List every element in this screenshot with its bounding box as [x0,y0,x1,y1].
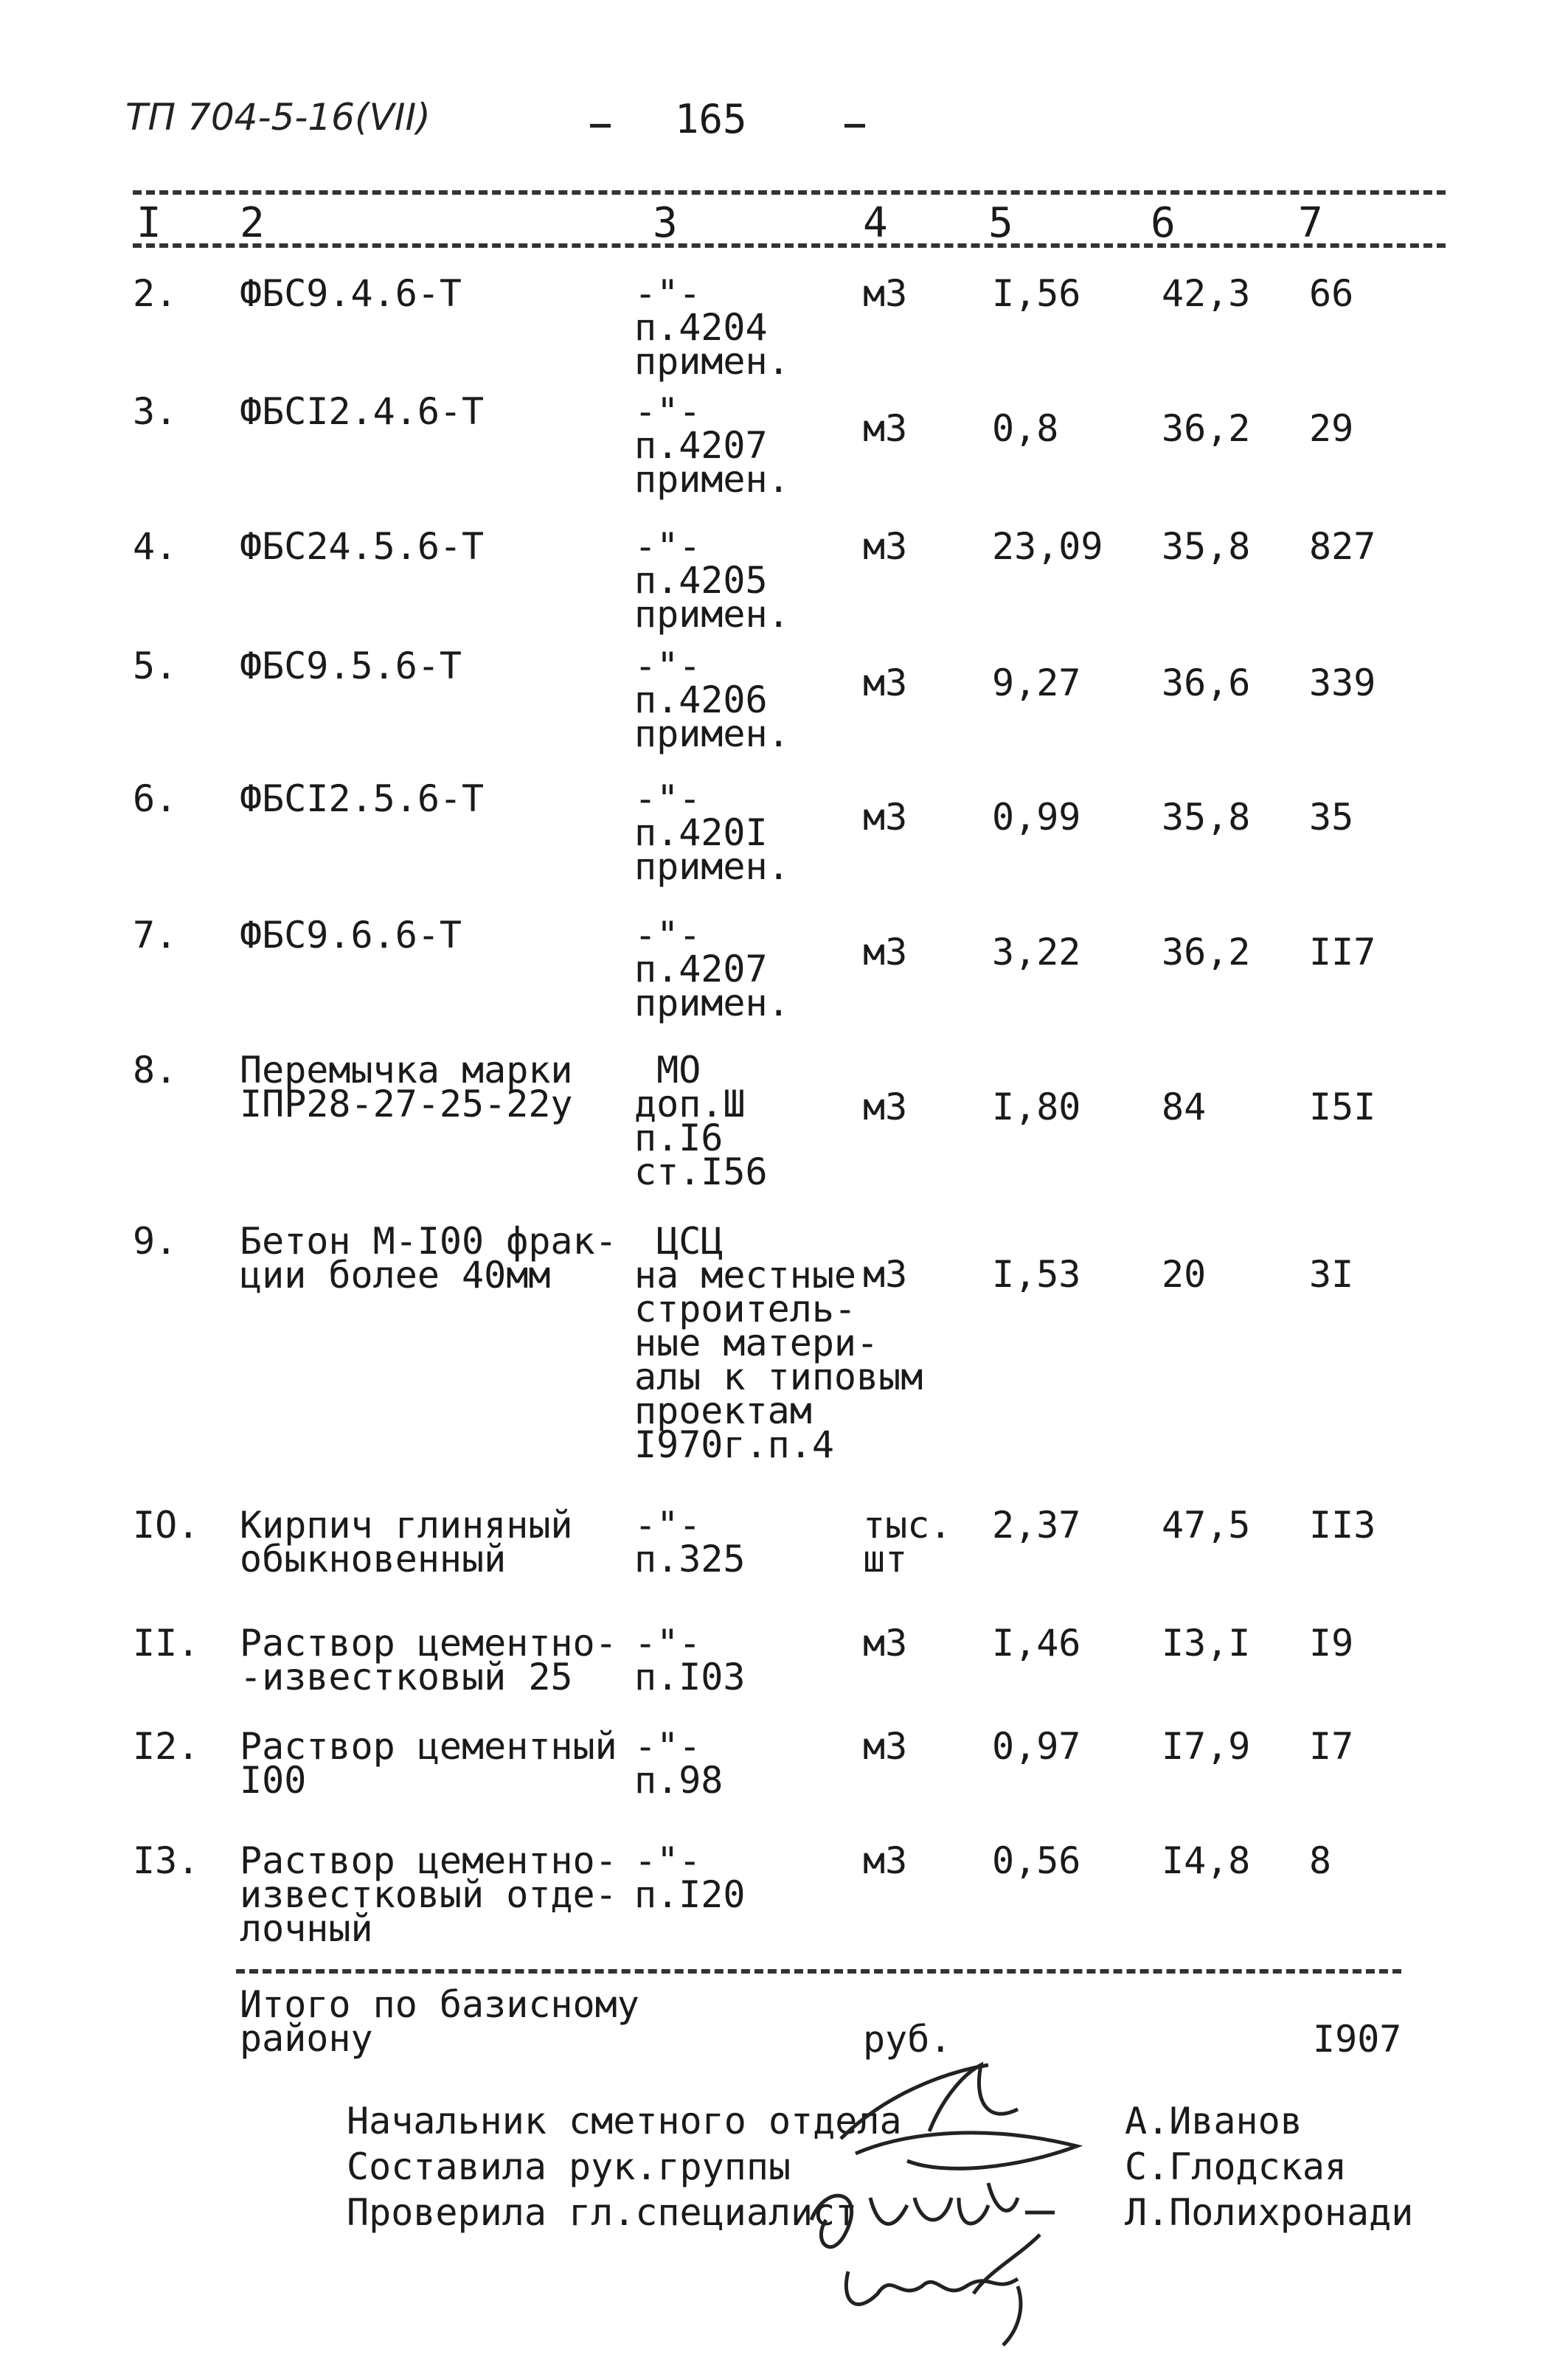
row-quantity: 0,97 [992,1725,1081,1768]
row-quantity: I,80 [992,1086,1081,1128]
row-sum: I9 [1309,1622,1354,1665]
row-price: 42,3 [1162,272,1251,315]
row-number: 8. [133,1049,178,1092]
row-sum: 29 [1309,407,1354,450]
row-price: 36,6 [1162,662,1251,704]
total-separator-rule [236,1969,1401,1974]
row-sum: 35 [1309,796,1354,839]
signature-roles: Начальник сметного отдела Составила рук.группы Проверила гл.специалист [347,2100,902,2234]
row-unit: м3 [863,1086,908,1128]
row-name: ФБС9.4.6-Т [240,272,462,315]
row-number: 7. [133,914,178,957]
row-price: 84 [1162,1086,1207,1128]
row-number: 5. [133,645,178,687]
row-name: Перемычка марки IПР28-27-25-22у [240,1049,573,1125]
row-reference: -"- п.I03 [634,1622,746,1698]
row-reference: -"- п.4207 примен. [634,390,790,501]
row-number: I2. [133,1725,200,1768]
row-price: 20 [1162,1253,1207,1296]
row-number: 4. [133,525,178,568]
row-reference: ЦСЦ на местные строитель- ные матери- алы к типовым проектам I970г.п.4 [634,1220,923,1466]
row-quantity: 0,56 [992,1839,1081,1882]
row-name: Раствор цементно- известковый отде- лочный [240,1839,617,1950]
row-sum: I5I [1309,1086,1376,1128]
header-bottom-rule [133,243,1446,248]
row-name: Кирпич глиняный обыкновенный [240,1504,573,1580]
row-unit: м3 [863,407,908,450]
row-unit: м3 [863,662,908,704]
handwritten-signatures [797,2050,1092,2360]
row-number: I3. [133,1839,200,1882]
row-quantity: 0,8 [992,407,1059,450]
row-reference: -"- п.420I примен. [634,777,790,888]
row-number: 9. [133,1220,178,1263]
row-sum: 827 [1309,525,1376,568]
row-name: ФБСI2.4.6-Т [240,390,485,433]
row-quantity: 9,27 [992,662,1081,704]
column-header-2: 2 [240,199,265,247]
row-number: 3. [133,390,178,433]
row-name: ФБС24.5.6-Т [240,525,485,568]
row-sum: 66 [1309,272,1354,315]
row-unit: м3 [863,272,908,315]
row-name: ФБС9.6.6-Т [240,914,462,957]
row-unit: м3 [863,525,908,568]
row-price: I4,8 [1162,1839,1251,1882]
column-header-3: 3 [653,199,678,247]
column-header-5: 5 [988,199,1013,247]
row-name: ФБСI2.5.6-Т [240,777,485,820]
row-quantity: I,53 [992,1253,1081,1296]
row-quantity: I,56 [992,272,1081,315]
column-header-1: I [136,199,162,247]
row-sum: 339 [1309,662,1376,704]
row-price: 36,2 [1162,407,1251,450]
row-reference: -"- п.325 [634,1504,746,1580]
column-header-6: 6 [1151,199,1176,247]
page-number-dash-left [590,124,611,128]
row-unit: м3 [863,1725,908,1768]
row-name: Бетон М-I00 фрак- ции более 40мм [240,1220,617,1297]
row-quantity: 2,37 [992,1504,1081,1547]
total-unit: руб. [863,2018,952,2061]
row-quantity: 23,09 [992,525,1103,568]
table-top-rule [133,190,1446,195]
row-name: ФБС9.5.6-Т [240,645,462,687]
row-reference: -"- п.4205 примен. [634,525,790,636]
row-sum: I7 [1309,1725,1354,1768]
row-reference: -"- п.4207 примен. [634,914,790,1024]
row-reference: -"- п.4206 примен. [634,645,790,755]
row-quantity: 3,22 [992,931,1081,974]
document-code: ТП 704-5-16(VII) [125,96,431,139]
total-sum: I907 [1313,2018,1402,2061]
row-sum: 3I [1309,1253,1354,1296]
row-reference: МО доп.Ш п.I6 ст.I56 [634,1049,768,1193]
row-unit: м3 [863,1622,908,1665]
row-reference: -"- п.I20 [634,1839,746,1916]
row-unit: м3 [863,1839,908,1882]
page-number: 165 [675,96,747,142]
row-reference: -"- п.98 [634,1725,724,1802]
row-name: Раствор цементный I00 [240,1725,617,1802]
row-number: IO. [133,1504,200,1547]
signature-names: А.Иванов С.Глодская Л.Полихронади [1125,2100,1414,2234]
row-sum: 8 [1309,1839,1332,1882]
row-price: 47,5 [1162,1504,1251,1547]
row-unit: м3 [863,931,908,974]
row-unit: м3 [863,796,908,839]
row-number: II. [133,1622,200,1665]
row-name: Раствор цементно- -известковый 25 [240,1622,617,1698]
row-price: 35,8 [1162,796,1251,839]
row-price: 35,8 [1162,525,1251,568]
page-number-dash-right [844,124,865,128]
row-number: 6. [133,777,178,820]
column-header-7: 7 [1298,199,1323,247]
row-unit: м3 [863,1253,908,1296]
row-sum: II3 [1309,1504,1376,1547]
total-label: Итого по базисному району [240,1983,639,2060]
row-price: 36,2 [1162,931,1251,974]
row-price: I3,I [1162,1622,1251,1665]
column-header-4: 4 [863,199,888,247]
row-reference: -"- п.4204 примен. [634,272,790,383]
row-unit: тыс. шт [863,1504,952,1580]
row-quantity: 0,99 [992,796,1081,839]
row-sum: II7 [1309,931,1376,974]
row-price: I7,9 [1162,1725,1251,1768]
row-number: 2. [133,272,178,315]
row-quantity: I,46 [992,1622,1081,1665]
